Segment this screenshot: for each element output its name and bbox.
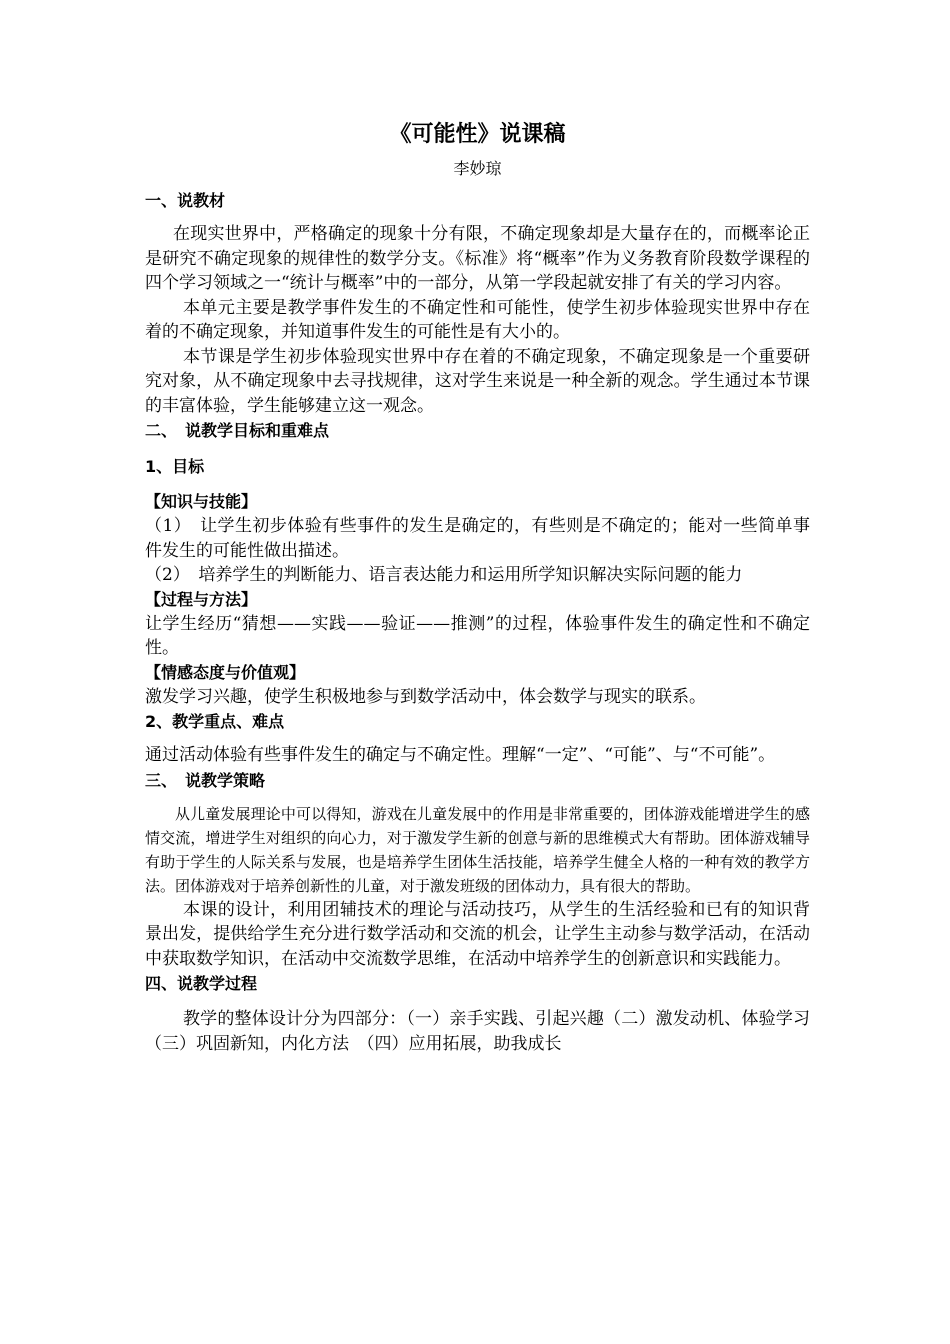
paragraph: 本课的设计，利用团辅技术的理论与活动技巧，从学生的生活经验和已有的知识背景出发，提供给学生充分进行数学活动和交流的机会，让学生主动参与数学活动，在活动中获取数学知识，在活动中交流数学思维，在活动中培养学生的创新意识和实践能力。	[145, 899, 810, 969]
section-heading-textbook: 一、说教材	[145, 191, 226, 210]
document-title: 《可能性》说课稿	[389, 121, 566, 147]
paragraph: 让学生经历“猜想——实践——验证——推测”的过程，体验事件发生的确定性和不确定性。	[145, 613, 810, 658]
subheading-goals: 1、目标	[145, 457, 205, 476]
paragraph: 在现实世界中，严格确定的现象十分有限，不确定现象却是大量存在的，而概率论正是研究不确定现象的规律性的数学分支。《标准》将“概率”作为义务教育阶段数学课程的四个学习领域之一“统计与概率”中的一部分，从第一学段起就安排了有关的学习内容。	[145, 224, 810, 293]
author-name: 李妙琼	[453, 159, 502, 178]
label-emotion-values: 【情感态度与价值观】	[145, 662, 306, 682]
section-heading-process: 四、说教学过程	[145, 974, 258, 993]
document-page	[145, 118, 810, 1056]
paragraph: 本节课是学生初步体验现实世界中存在着的不确定现象，不确定现象是一个重要研究对象，从不确定现象中去寻找规律，这对学生来说是一种全新的观念。学生通过本节课的丰富体验，学生能够建立这一观念。	[145, 346, 810, 416]
paragraph: 本单元主要是教学事件发生的不确定性和可能性，使学生初步体验现实世界中存在着的不确定现象，并知道事件发生的可能性是有大小的。	[145, 297, 810, 342]
section-heading-strategy: 三、 说教学策略	[145, 770, 266, 790]
paragraph: 通过活动体验有些事件发生的确定与不确定性。理解“一定”、“可能”、与“不可能”。	[145, 745, 776, 765]
list-item: （2） 培养学生的判断能力、语言表达能力和运用所学知识解决实际问题的能力	[145, 565, 743, 585]
paragraph: 从儿童发展理论中可以得知，游戏在儿童发展中的作用是非常重要的，团体游戏能增进学生的感情交流，增进学生对组织的向心力，对于激发学生新的创意与新的思维模式大有帮助。团体游戏辅导有助于学生的人际关系与发展，也是培养学生团体生活技能，培养学生健全人格的一种有效的教学方法。团体游戏对于培养创新性的儿童，对于激发班级的团体动力，具有很大的帮助。	[145, 804, 810, 895]
paragraph: 激发学习兴趣，使学生积极地参与到数学活动中，体会数学与现实的联系。	[145, 686, 706, 707]
label-knowledge-skills: 【知识与技能】	[145, 492, 258, 511]
subheading-key-points: 2、教学重点、难点	[145, 712, 285, 731]
label-process-method: 【过程与方法】	[145, 589, 258, 609]
list-item: （1） 让学生初步体验有些事件的发生是确定的，有些则是不确定的；能对一些简单事件发生的可能性做出描述。	[145, 516, 810, 561]
section-heading-objectives: 二、 说教学目标和重难点	[145, 421, 330, 440]
paragraph: 教学的整体设计分为四部分：（一）亲手实践、引起兴趣（二）激发动机、体验学习（三）巩固新知，内化方法 （四）应用拓展，助我成长	[145, 1009, 810, 1054]
